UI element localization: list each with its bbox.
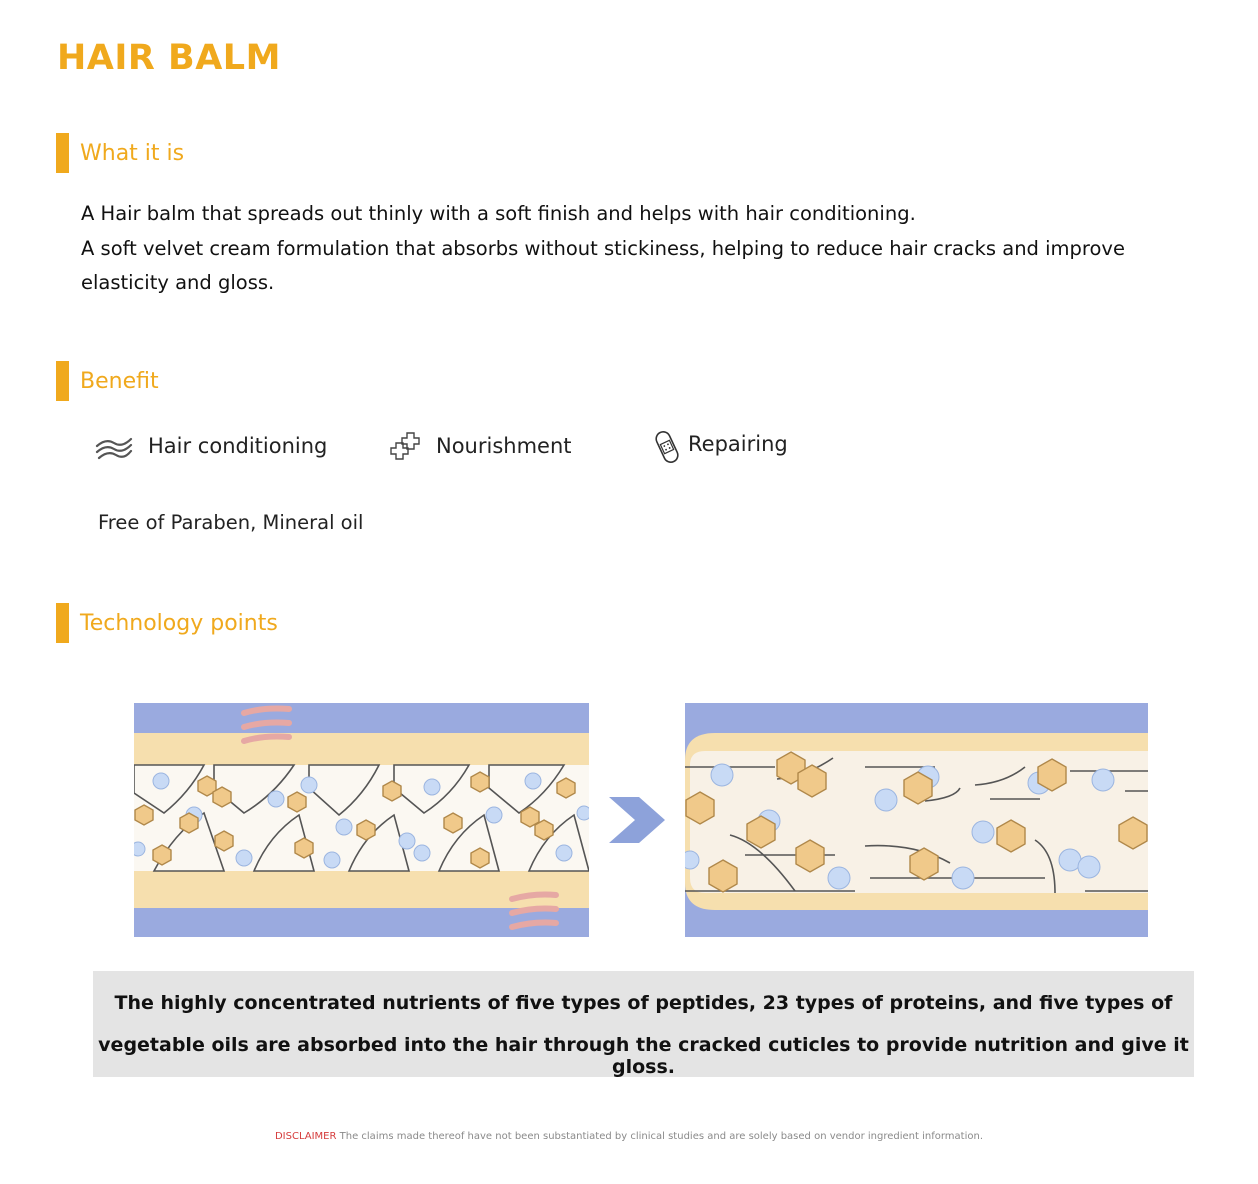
bandage-icon — [652, 428, 682, 466]
cross-plus-icon — [389, 430, 425, 466]
section-title-technology: Technology points — [80, 611, 278, 636]
disclaimer-label: DISCLAIMER — [274, 1131, 337, 1142]
section-accent-bar — [56, 603, 69, 643]
disclaimer — [0, 1131, 1258, 1142]
what-it-is-description — [81, 197, 1141, 301]
callout-line: vegetable oils are absorbed into the hair through the cracked cuticles to provide nutrition and give it gloss. — [98, 1034, 1189, 1078]
damaged-hair-illustration — [134, 703, 589, 937]
repaired-hair-illustration — [685, 703, 1148, 937]
technology-callout — [93, 971, 1194, 1077]
chevron-right-icon — [607, 797, 667, 843]
benefit-label: Repairing — [688, 432, 788, 456]
section-accent-bar — [56, 133, 69, 173]
benefit-label: Nourishment — [436, 434, 572, 458]
description-line: A Hair balm that spreads out thinly with a soft finish and helps with hair conditioning. — [81, 202, 916, 225]
page-title: HAIR BALM — [57, 38, 281, 78]
description-line: A soft velvet cream formulation that absorbs without stickiness, helping to reduce hair cracks and improve elasticity and gloss. — [81, 236, 1125, 294]
free-of-text: Free of Paraben, Mineral oil — [98, 511, 364, 534]
section-title-what-it-is: What it is — [80, 141, 185, 166]
benefit-label: Hair conditioning — [148, 434, 328, 458]
section-title-benefit: Benefit — [80, 369, 159, 394]
callout-line: The highly concentrated nutrients of five types of peptides, 23 types of proteins, and five types of — [114, 992, 1173, 1014]
disclaimer-text: The claims made thereof have not been substantiated by clinical studies and are solely based on vendor ingredient information. — [336, 1131, 983, 1142]
hair-wave-icon — [94, 432, 134, 464]
section-accent-bar — [56, 361, 69, 401]
